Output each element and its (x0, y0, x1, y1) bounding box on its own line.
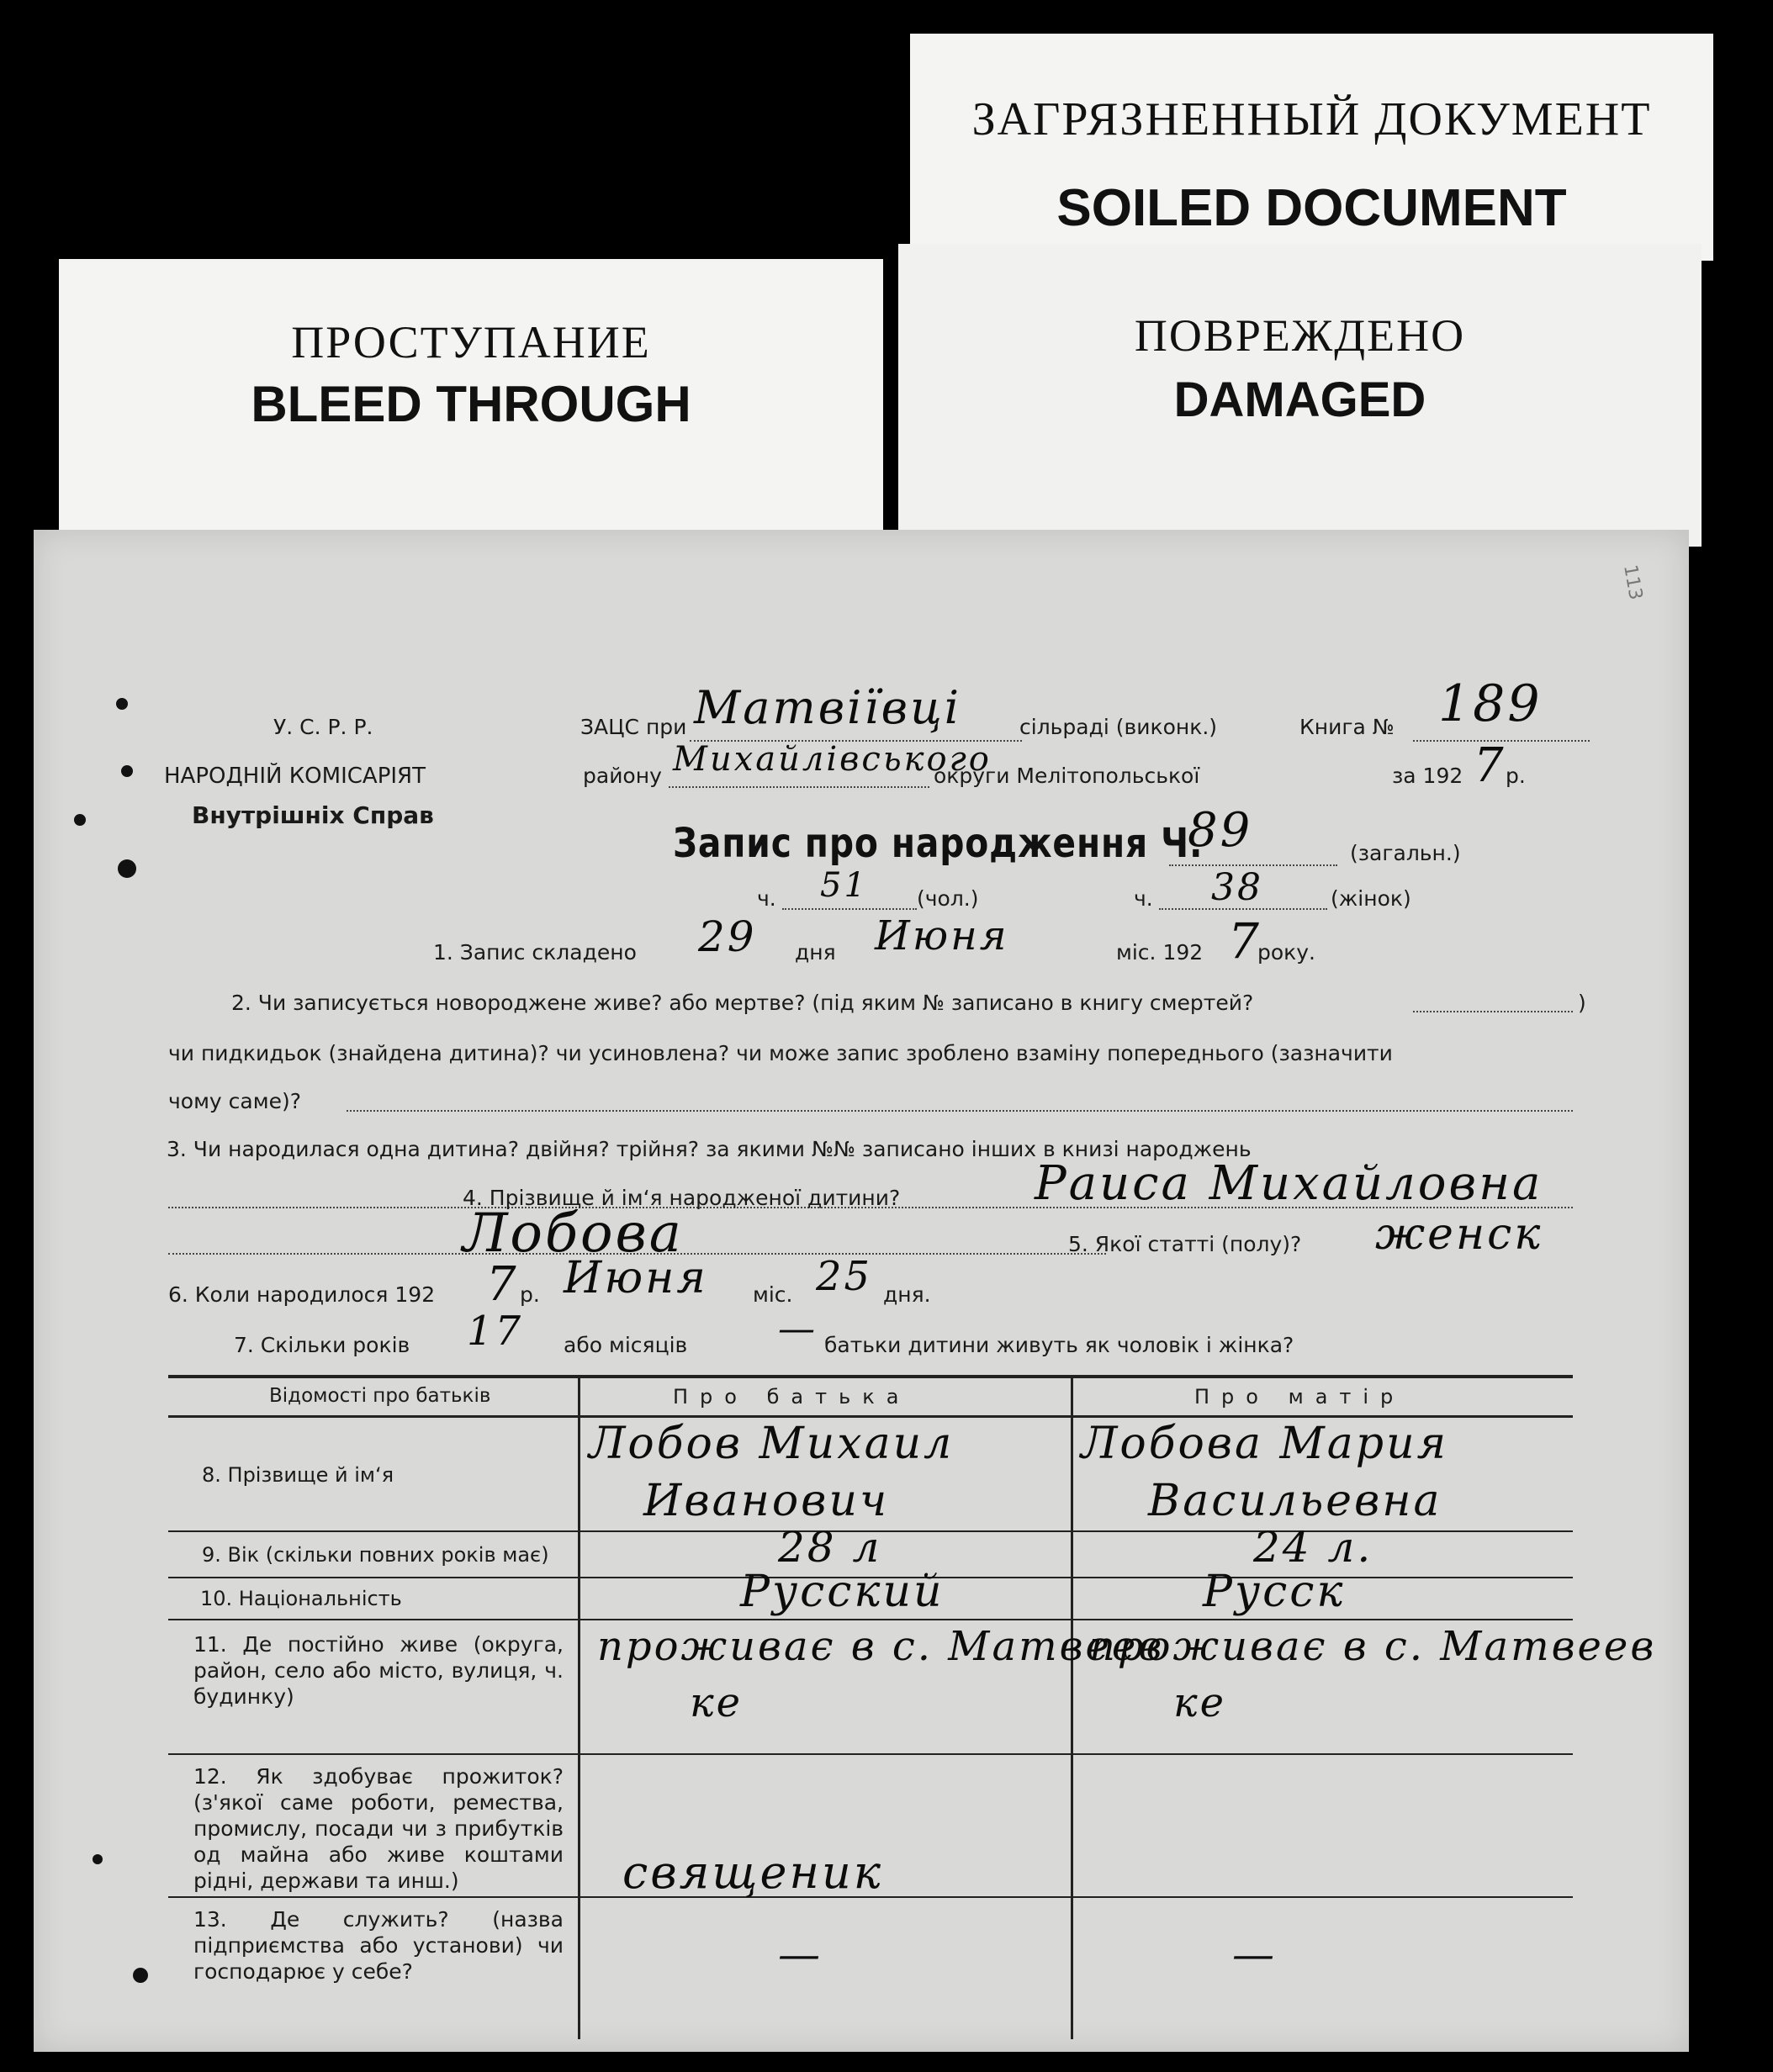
row8-mother-line1: Лобова Мария (1081, 1419, 1448, 1469)
f6-year-suffix: р. (520, 1282, 540, 1307)
punch-hole (118, 859, 136, 878)
damaged-ru-text: ПОВРЕЖДЕНО (1134, 310, 1466, 361)
f3-line: 3. Чи народилася одна дитина? двійня? трійня? за якими №№ записано інших в книзі народжень (167, 1137, 1252, 1161)
row11-father-line2: ке (690, 1679, 744, 1726)
soiled-ru-text: ЗАГРЯЗНЕННЫЙ ДОКУМЕНТ (971, 93, 1652, 145)
f7-end: батьки дитини живуть як чоловік і жінка? (824, 1333, 1294, 1357)
internal-affairs-label: Внутрішніх Справ (192, 801, 434, 829)
record-number: 89 (1188, 803, 1253, 858)
f2-line2: чи пидкидьок (знайдена дитина)? чи усиновлена? чи може запис зроблено взаміну попереднього (зазначити (168, 1041, 1393, 1065)
f6-year: 7 (486, 1257, 519, 1312)
f1-day-label: дня (795, 940, 836, 965)
male-label: (чол.) (917, 886, 979, 911)
row10-label: 10. Національність (200, 1587, 402, 1610)
f4-label: 4. Прізвище й ім‘я народженої дитини? (463, 1186, 901, 1210)
f1-label: 1. Запис складено (433, 940, 637, 965)
row8-father-line1: Лобов Михаил (589, 1419, 955, 1469)
f6-label: 6. Коли народилося 192 (168, 1282, 436, 1307)
row13-mother: — (1232, 1930, 1277, 1979)
f1-year-label: року. (1257, 940, 1316, 965)
row10-father: Русский (740, 1567, 945, 1617)
f5-label: 5. Якої статті (полу)? (1068, 1232, 1302, 1256)
row9-label: 9. Вік (скільки повних років має) (202, 1543, 549, 1567)
book-value: 189 (1438, 674, 1543, 733)
bleed-through-card (59, 259, 883, 545)
zags-label: ЗАЦС при (580, 715, 687, 739)
row11-mother-line1: проживає в с. Матвеев (1089, 1623, 1657, 1670)
bleed-ru-text: ПРОСТУПАНИЕ (291, 317, 651, 367)
f2-close-paren: ) (1578, 991, 1586, 1015)
f5-value: женск (1375, 1209, 1543, 1260)
rayon-label: району (583, 764, 662, 788)
row10-mother: Русск (1203, 1567, 1346, 1617)
commissariat-label: НАРОДНІЙ КОМІСАРІЯТ (164, 764, 426, 789)
ussr-label: У. С. Р. Р. (273, 715, 373, 739)
f6-day-label: дня. (883, 1282, 931, 1307)
f2-line3: чому саме)? (168, 1089, 301, 1113)
okrug-label: округи Мелітопольської (934, 764, 1200, 788)
male-ch-label: ч. (757, 886, 776, 911)
male-number: 51 (820, 866, 868, 905)
row8-father-line2: Иванович (643, 1476, 890, 1526)
f1-month-label: міс. 192 (1116, 940, 1204, 965)
record-title: Запис про народження Ч. (673, 820, 1204, 867)
row11-mother-line2: ке (1173, 1679, 1227, 1726)
row8-label: 8. Прізвище й ім‘я (202, 1463, 394, 1487)
f6-day: 25 (816, 1253, 873, 1300)
zags-value: Матвіївці (694, 681, 962, 734)
year-value: 7 (1474, 738, 1506, 793)
f4-value2: Лобова (463, 1202, 684, 1265)
f1-day: 29 (698, 912, 757, 961)
year-label: за 192 (1392, 764, 1463, 788)
birth-record-form (34, 530, 1689, 2052)
f1-month: Июня (875, 912, 1009, 959)
row13-label: 13. Де служить? (назва підприємства або установи) чи господарює у себе? (193, 1907, 564, 1984)
general-label: (загальн.) (1350, 841, 1461, 865)
row9-father: 28 л (778, 1523, 882, 1572)
soiled-en-text: SOILED DOCUMENT (1056, 179, 1567, 237)
f7-label: 7. Скільки років (234, 1333, 410, 1357)
row13-father: — (778, 1930, 823, 1979)
punch-hole (74, 814, 86, 826)
female-label: (жінок) (1331, 886, 1411, 911)
f1-year: 7 (1228, 912, 1262, 970)
parents-table (168, 1375, 1657, 2048)
f7-mid: або місяців (564, 1333, 688, 1357)
punch-hole (121, 765, 133, 777)
punch-hole (133, 1968, 148, 1983)
female-number: 38 (1211, 866, 1263, 909)
row12-label: 12. Як здобуває прожиток? (з'якої саме роботи, ремества, промислу, посади чи з прибутків од майна або живе коштами рідні, держави та инш.) (193, 1764, 564, 1893)
row11-label: 11. Де постійно живе (округа, район, село або місто, вулиця, ч. будинку) (193, 1632, 564, 1709)
f7-years: 17 (467, 1308, 524, 1355)
bleed-en-text: BLEED THROUGH (251, 376, 691, 432)
f2-line1: 2. Чи записується новороджене живе? або мертве? (під яким № записано в книгу смертей? (231, 991, 1254, 1015)
rayon-value: Михайлівського (673, 740, 992, 779)
f4-value1: Раиса Михайловна (1035, 1156, 1543, 1211)
f7-months: — (778, 1308, 818, 1350)
row8-mother-line2: Васильевна (1148, 1476, 1442, 1526)
header-mother: Про матір (1194, 1385, 1405, 1409)
year-suffix: р. (1506, 764, 1526, 788)
damaged-card (898, 244, 1702, 547)
female-ch-label: ч. (1134, 886, 1153, 911)
row9-mother: 24 л. (1253, 1523, 1373, 1572)
header-father: Про батька (673, 1385, 911, 1409)
damaged-en-text: DAMAGED (1173, 373, 1426, 427)
soiled-document-card (910, 34, 1713, 261)
book-label: Книга № (1299, 715, 1395, 739)
silrada-label: сільраді (виконк.) (1019, 715, 1218, 739)
row12-father: священик (622, 1846, 884, 1899)
header-parents-info: Відомості про батьків (269, 1385, 491, 1407)
f6-month: Июня (564, 1253, 708, 1303)
f6-month-label: міс. (753, 1282, 793, 1307)
punch-hole (93, 1854, 103, 1864)
page-number: 113 (1619, 563, 1646, 602)
row11-father-line1: проживає в с. Матвеев (597, 1623, 1165, 1670)
punch-hole (116, 698, 128, 710)
